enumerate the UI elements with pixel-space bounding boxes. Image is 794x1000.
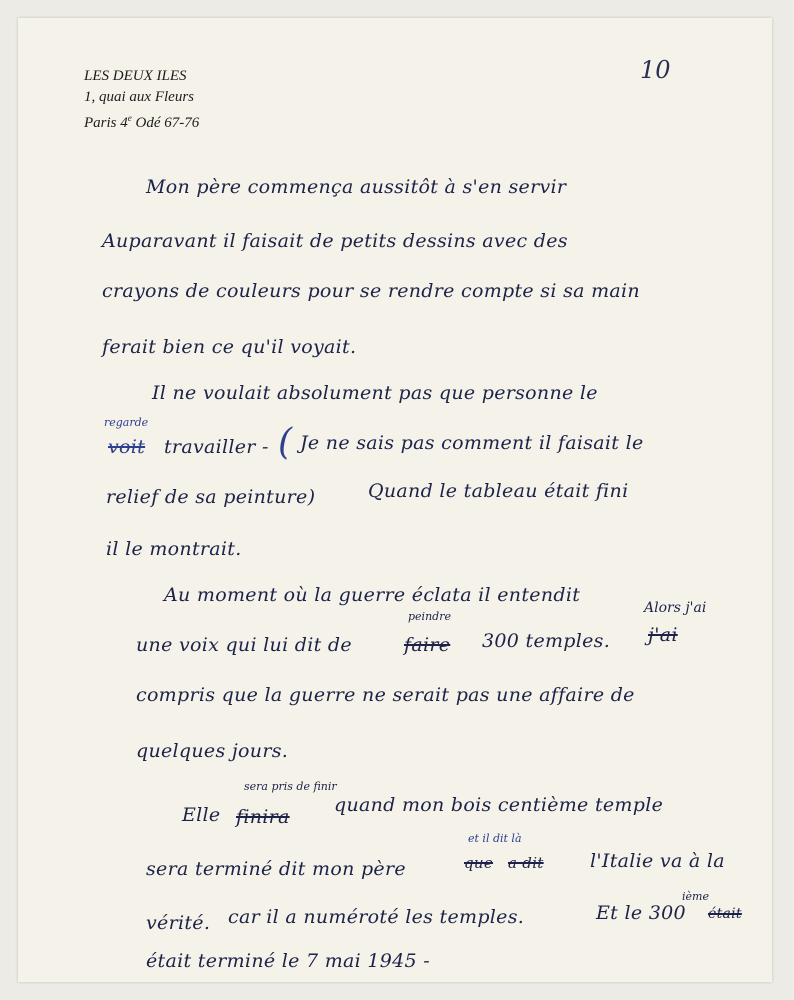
open-paren: (: [278, 422, 293, 463]
handwritten-line: il le montrait.: [106, 538, 242, 560]
insertion-sera-pris-de-finir: sera pris de finir: [244, 780, 337, 793]
handwritten-line: Au moment où la guerre éclata il entendit: [164, 584, 581, 606]
page-number: 10: [640, 56, 671, 84]
handwritten-line: l'Italie va à la: [590, 850, 725, 872]
letterhead-city: Paris 4: [84, 115, 128, 131]
struck-word-faire: faire: [404, 634, 451, 656]
letterhead: [84, 66, 199, 134]
letterhead-city-sup: e: [127, 113, 132, 123]
struck-word-a-dit: a dit: [508, 854, 544, 872]
struck-word-etait: était: [708, 906, 742, 922]
handwritten-line: vérité.: [146, 912, 211, 934]
handwritten-line: relief de sa peinture): [106, 486, 316, 508]
handwritten-line: Je ne sais pas comment il faisait le: [300, 432, 644, 454]
handwritten-line: Elle: [182, 804, 221, 826]
handwritten-line: Et le 300: [596, 902, 686, 924]
letter-sheet: [18, 18, 772, 982]
struck-word-jai: j'ai: [648, 624, 678, 646]
insertion-et-il-dit: et il dit là: [468, 832, 522, 845]
handwritten-line: sera terminé dit mon père: [146, 858, 406, 880]
handwritten-line: une voix qui lui dit de: [136, 634, 352, 656]
insertion-alors-jai: Alors j'ai: [644, 600, 707, 616]
handwritten-line: ferait bien ce qu'il voyait.: [102, 336, 357, 358]
struck-word-voit: voit: [108, 436, 146, 458]
letterhead-city-line: [84, 108, 199, 134]
handwritten-line: car il a numéroté les temples.: [228, 906, 525, 928]
handwritten-line: crayons de couleurs pour se rendre compte si sa main: [102, 280, 640, 302]
letterhead-address: 1, quai aux Fleurs: [84, 89, 194, 105]
handwritten-line: compris que la guerre ne serait pas une affaire de: [136, 684, 635, 706]
insertion-regarde: regarde: [104, 416, 149, 429]
handwritten-line: quelques jours.: [136, 740, 289, 762]
insertion-peindre: peindre: [408, 610, 451, 623]
struck-word-finira: finira: [236, 806, 290, 828]
handwritten-line: 300 temples.: [482, 630, 611, 652]
handwritten-line: Il ne voulait absolument pas que personne le: [152, 382, 598, 404]
handwritten-line: Quand le tableau était fini: [368, 480, 629, 502]
insertion-ieme: ième: [682, 890, 709, 903]
letterhead-name: LES DEUX ILES: [84, 68, 187, 84]
handwritten-line: Auparavant il faisait de petits dessins avec des: [102, 230, 568, 252]
handwritten-line: était terminé le 7 mai 1945 -: [146, 950, 430, 972]
letterhead-phone: Odé 67-76: [135, 115, 200, 131]
handwritten-line: Mon père commença aussitôt à s'en servir: [146, 176, 567, 198]
handwritten-line: travailler -: [164, 436, 269, 458]
struck-word-que: que: [464, 854, 494, 872]
handwritten-line: quand mon bois centième temple: [334, 794, 664, 816]
